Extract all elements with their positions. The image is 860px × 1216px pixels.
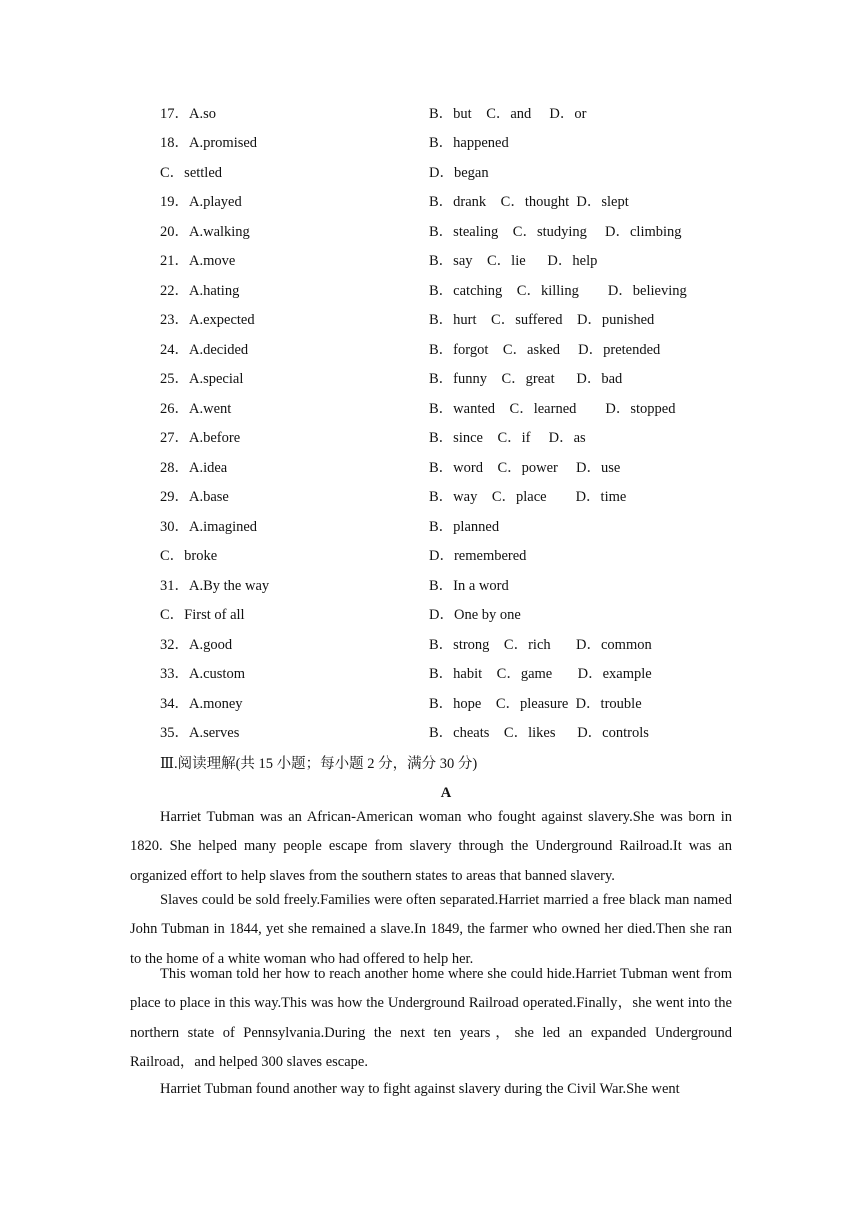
option-a: 31．A.By the way	[160, 578, 270, 594]
question-row-22	[0, 280, 860, 302]
option-a: 35．A.serves	[160, 725, 240, 741]
option-a: 27．A.before	[160, 430, 241, 446]
option-d: D．One by one	[429, 607, 521, 623]
options-bcd: B．cheats C．likes D．controls	[429, 725, 649, 741]
option-a: 20．A.walking	[160, 224, 250, 240]
options-bcd: B．wanted C．learned D．stopped	[429, 401, 676, 417]
paragraph: Harriet Tubman found another way to fight against slavery during the Civil War.She went	[160, 1081, 680, 1097]
option-a: 28．A.idea	[160, 460, 228, 476]
question-row-23	[0, 309, 860, 331]
option-b: B．In a word	[429, 578, 509, 594]
option-d: D．remembered	[429, 548, 527, 564]
options-bcd: B．word C．power D．use	[429, 460, 621, 476]
paragraph: Slaves could be sold freely.Families were often separated.Harriet married a free black man named John Tubman in 1844, yet she remained a slave.In 1849, the farmer who owned her died.Then she ran to the home of a white woman who had offered to help her.	[130, 892, 732, 967]
options-bcd: B．way C．place D．time	[429, 489, 627, 505]
question-row-35	[0, 722, 860, 744]
options-bcd: B．strong C．rich D．common	[429, 637, 652, 653]
passage-label: A	[440, 785, 452, 801]
question-row-19	[0, 191, 860, 213]
option-d: D．began	[429, 165, 489, 181]
question-row-30-cd	[0, 545, 860, 567]
paragraph: Harriet Tubman was an African-American woman who fought against slavery.She was born in 1820. She helped many people escape from slavery through the Underground Railroad.It was an organized effort to help slaves from the southern states to areas that banned slavery.	[130, 809, 732, 884]
question-row-29	[0, 486, 860, 508]
question-row-24	[0, 339, 860, 361]
question-row-20	[0, 221, 860, 243]
options-bcd: B．since C．if D．as	[429, 430, 586, 446]
options-bcd: B．hope C．pleasure D．trouble	[429, 696, 642, 712]
option-a: 29．A.base	[160, 489, 229, 505]
option-c: C．settled	[160, 165, 223, 181]
question-row-34	[0, 693, 860, 715]
option-a: 30．A.imagined	[160, 519, 258, 535]
question-row-28	[0, 457, 860, 479]
options-bcd: B．forgot C．asked D．pretended	[429, 342, 661, 358]
question-row-33	[0, 663, 860, 685]
options-bcd: B．habit C．game D．example	[429, 666, 652, 682]
option-a: 24．A.decided	[160, 342, 249, 358]
option-a: 18．A.promised	[160, 135, 258, 151]
option-a: 26．A.went	[160, 401, 232, 417]
question-row-26	[0, 398, 860, 420]
option-a: 22．A.hating	[160, 283, 240, 299]
option-b: B．happened	[429, 135, 509, 151]
option-c: C．First of all	[160, 607, 245, 623]
options-bcd: B．say C．lie D．help	[429, 253, 598, 269]
question-row-25	[0, 368, 860, 390]
option-a: 32．A.good	[160, 637, 233, 653]
options-bcd: B．catching C．killing D．believing	[429, 283, 687, 299]
option-a: 21．A.move	[160, 253, 236, 269]
options-bcd: B．hurt C．suffered D．punished	[429, 312, 655, 328]
section-heading: Ⅲ.阅读理解(共 15 小题；每小题 2 分，满分 30 分)	[160, 756, 478, 772]
question-row-32	[0, 634, 860, 656]
options-bcd: B．but C．and D．or	[429, 106, 587, 122]
option-a: 19．A.played	[160, 194, 242, 210]
options-bcd: B．funny C．great D．bad	[429, 371, 623, 387]
option-a: 25．A.special	[160, 371, 244, 387]
option-c: C．broke	[160, 548, 218, 564]
option-a: 23．A.expected	[160, 312, 255, 328]
option-a: 34．A.money	[160, 696, 243, 712]
question-row-30	[0, 516, 860, 538]
option-a: 33．A.custom	[160, 666, 245, 682]
question-row-27	[0, 427, 860, 449]
question-row-17	[0, 103, 860, 125]
question-row-21	[0, 250, 860, 272]
option-b: B．planned	[429, 519, 500, 535]
options-bcd: B．stealing C．studying D．climbing	[429, 224, 682, 240]
question-row-31	[0, 575, 860, 597]
options-bcd: B．drank C．thought D．slept	[429, 194, 629, 210]
paragraph: This woman told her how to reach another home where she could hide.Harriet Tubman went from place to place in this way.This was how the Underground Railroad operated.Finally，she went into the northern state of Pennsylvania.During the next ten years，she led an expanded Underground Railroad，and helped 300 slaves escape.	[130, 966, 732, 1071]
option-a: 17．A.so	[160, 106, 216, 122]
question-row-31-cd	[0, 604, 860, 626]
question-row-18	[0, 132, 860, 154]
question-row-18-cd	[0, 162, 860, 184]
